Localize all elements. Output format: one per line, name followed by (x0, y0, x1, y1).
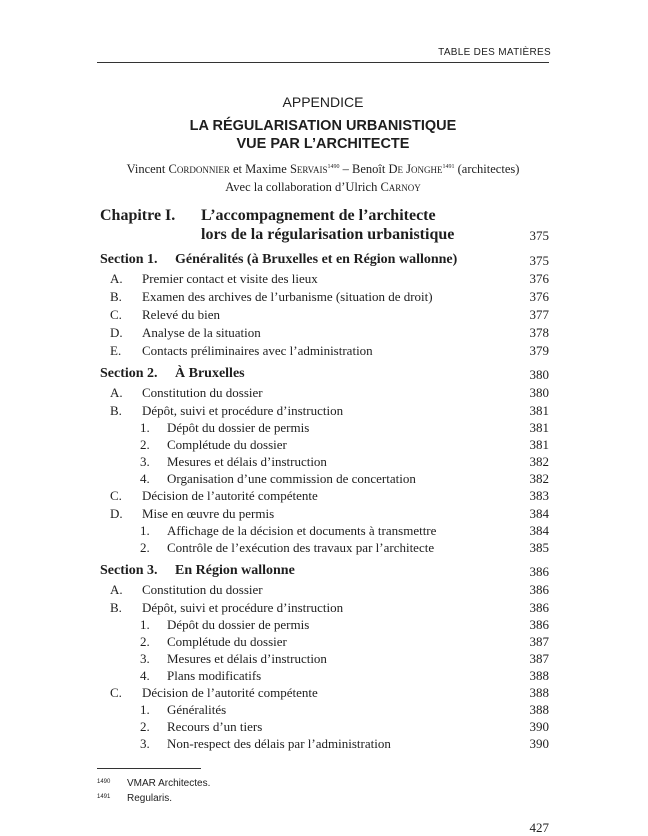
toc-page-number: 388 (529, 702, 549, 717)
footnote-number: 1490 (97, 779, 111, 785)
author-2-last: Servais (289, 162, 328, 176)
chapter-label: Chapitre I. (100, 207, 176, 224)
appendix-label: APPENDICE (282, 94, 364, 110)
toc-page-number: 376 (529, 271, 549, 286)
toc-page-number: 380 (529, 367, 549, 382)
toc-entry-text: Plans modificatifs (167, 668, 262, 683)
toc-entry-text: Dépôt du dossier de permis (167, 420, 310, 435)
toc-entry-text: Premier contact et visite des lieux (142, 271, 318, 286)
collaboration-name: Carnoy (380, 180, 421, 194)
toc-entry[interactable] (110, 325, 261, 341)
author-2-first: Maxime (245, 162, 287, 176)
toc-entry[interactable] (110, 600, 343, 616)
toc-entry-text: Dépôt du dossier de permis (167, 617, 310, 632)
toc-entry[interactable] (140, 702, 226, 718)
authors-and: et (233, 162, 243, 176)
toc-entry-text: Décision de l’autorité compétente (142, 685, 318, 700)
toc-entry-label: C. (110, 307, 122, 322)
toc-page-number: 383 (529, 488, 549, 503)
header-rule (97, 62, 549, 63)
toc-page-number: 388 (529, 668, 549, 683)
toc-entry[interactable] (140, 736, 391, 752)
toc-entry[interactable] (110, 582, 263, 598)
toc-entry[interactable] (140, 617, 309, 633)
toc-entry-text: Décision de l’autorité compétente (142, 488, 318, 503)
footnote-1490 (97, 778, 210, 789)
toc-entry-text: Contacts préliminaires avec l’administration (142, 343, 373, 358)
toc-entry-text: Complétude du dossier (167, 634, 287, 649)
toc-entry-label: A. (110, 271, 123, 286)
author-3-first: Benoît (352, 162, 386, 176)
toc-entry[interactable] (110, 289, 433, 305)
toc-entry-text: Mise en œuvre du permis (142, 506, 275, 521)
page-number: 427 (529, 820, 549, 835)
toc-entry-label: A. (110, 582, 123, 597)
chapter-title-line2: lors de la régularisation urbanistique (201, 226, 455, 243)
footnote-text: Regularis. (127, 793, 173, 804)
toc-page-number: 380 (529, 385, 549, 400)
toc-page-number: 386 (529, 582, 549, 597)
toc-entry-text: Dépôt, suivi et procédure d’instruction (142, 600, 344, 615)
chapter-page-number: 375 (529, 228, 549, 243)
toc-entry-label: C. (110, 488, 122, 503)
toc-entry-text: Complétude du dossier (167, 437, 287, 452)
toc-page-number: 385 (529, 540, 549, 555)
authors-role: (architectes) (457, 162, 520, 176)
collaboration-prefix: Avec la collaboration d’Ulrich (225, 180, 378, 194)
toc-entry-label: 1. (140, 420, 150, 435)
author-1-last: Cordonnier (168, 162, 230, 176)
toc-entry[interactable] (140, 471, 416, 487)
toc-page-number: 390 (529, 736, 549, 751)
toc-entry-label: D. (110, 506, 123, 521)
toc-entry[interactable] (110, 307, 220, 323)
author-3-last: De Jonghe (388, 162, 443, 176)
toc-section[interactable] (100, 366, 245, 382)
footnote-number: 1491 (97, 794, 111, 800)
toc-entry-label: 3. (140, 454, 150, 469)
toc-page-number: 386 (529, 564, 549, 579)
toc-page-number: 386 (529, 617, 549, 632)
toc-page-number: 387 (529, 634, 549, 649)
toc-entry-label: E. (110, 343, 122, 358)
toc-entry-text: Mesures et délais d’instruction (167, 651, 327, 666)
toc-entry-text: Généralités (à Bruxelles et en Région wallonne) (175, 252, 458, 267)
toc-entry-label: Section 3. (100, 563, 158, 578)
toc-entry-text: Contrôle de l’exécution des travaux par l’architecte (167, 540, 435, 555)
toc-entry[interactable] (110, 506, 274, 522)
running-head: TABLE DES MATIÈRES (438, 47, 551, 58)
toc-entry-text: Mesures et délais d’instruction (167, 454, 327, 469)
toc-section[interactable] (100, 563, 295, 579)
toc-page-number: 388 (529, 685, 549, 700)
toc-entry[interactable] (140, 540, 434, 556)
toc-entry[interactable] (110, 385, 263, 401)
toc-page-number: 390 (529, 719, 549, 734)
toc-entry-text: Relevé du bien (142, 307, 220, 322)
toc-page-number: 382 (529, 471, 549, 486)
toc-entry-text: Analyse de la situation (142, 325, 261, 340)
toc-page-number: 381 (529, 403, 549, 418)
toc-section[interactable] (100, 252, 457, 268)
toc-entry-text: Examen des archives de l’urbanisme (situation de droit) (142, 289, 433, 304)
appendix-title-line2: VUE PAR L’ARCHITECTE (236, 136, 410, 152)
toc-page-number: 382 (529, 454, 549, 469)
toc-entry[interactable] (110, 488, 318, 504)
toc-entry[interactable] (140, 420, 309, 436)
toc-entry[interactable] (140, 634, 287, 650)
toc-entry-label: 2. (140, 634, 150, 649)
toc-entry-text: En Région wallonne (175, 563, 295, 578)
toc-entry-text: Constitution du dossier (142, 582, 263, 597)
appendix-title-line1: LA RÉGULARISATION URBANISTIQUE (189, 118, 457, 134)
toc-entry[interactable] (110, 685, 318, 701)
toc-entry-text: Non-respect des délais par l’administration (167, 736, 391, 751)
toc-entry-text: Constitution du dossier (142, 385, 263, 400)
toc-entry-label: B. (110, 289, 122, 304)
toc-page-number: 381 (529, 437, 549, 452)
toc-entry-text: Dépôt, suivi et procédure d’instruction (142, 403, 344, 418)
toc-entry[interactable] (140, 523, 436, 539)
toc-entry-label: 2. (140, 437, 150, 452)
footnote-rule (97, 768, 201, 769)
toc-entry-label: D. (110, 325, 123, 340)
toc-page-number: 378 (529, 325, 549, 340)
authors-dash: – (342, 162, 349, 176)
footnote-text: VMAR Architectes. (127, 778, 211, 789)
toc-entry-label: 1. (140, 702, 150, 717)
toc-entry-label: Section 1. (100, 252, 158, 267)
toc-entry-label: A. (110, 385, 123, 400)
toc-entry[interactable] (140, 651, 327, 667)
footnote-ref-1491[interactable]: 1491 (442, 164, 455, 170)
toc-entry-label: 4. (140, 471, 150, 486)
toc-page-number: 375 (529, 253, 549, 268)
toc-entry[interactable] (110, 343, 373, 359)
toc-entry-label: 2. (140, 719, 150, 734)
toc-page-number: 387 (529, 651, 549, 666)
toc-entry-text: Affichage de la décision et documents à transmettre (167, 523, 437, 538)
toc-entry-label: 1. (140, 523, 150, 538)
toc-entry-label: 3. (140, 651, 150, 666)
collaboration-line (97, 180, 549, 195)
toc-page-number: 381 (529, 420, 549, 435)
toc-entry-label: 1. (140, 617, 150, 632)
chapter-title-line1: L’accompagnement de l’architecte (201, 207, 436, 224)
toc-entry-label: 4. (140, 668, 150, 683)
toc-page-number: 376 (529, 289, 549, 304)
toc-entry-label: B. (110, 403, 122, 418)
toc-entry-label: C. (110, 685, 122, 700)
toc-page-number: 386 (529, 600, 549, 615)
toc-entry-label: 3. (140, 736, 150, 751)
toc-page-number: 384 (529, 506, 549, 521)
toc-entry[interactable] (140, 454, 327, 470)
chapter-title[interactable] (100, 207, 436, 225)
toc-entry-text: Recours d’un tiers (167, 719, 263, 734)
toc-page-number: 379 (529, 343, 549, 358)
toc-entry-text: Organisation d’une commission de concertation (167, 471, 416, 486)
author-1-first: Vincent (126, 162, 166, 176)
authors-line (97, 162, 549, 177)
toc-entry-text: Généralités (167, 702, 227, 717)
toc-entry[interactable] (140, 437, 287, 453)
toc-entry[interactable] (140, 668, 261, 684)
toc-entry-label: Section 2. (100, 366, 158, 381)
toc-entry-label: B. (110, 600, 122, 615)
toc-entry[interactable] (110, 403, 343, 419)
toc-entry[interactable] (110, 271, 318, 287)
toc-entry[interactable] (140, 719, 262, 735)
footnote-1491 (97, 793, 172, 804)
toc-page-number: 384 (529, 523, 549, 538)
toc-page-number: 377 (529, 307, 549, 322)
toc-entry-text: À Bruxelles (175, 366, 245, 381)
footnote-ref-1490[interactable]: 1490 (327, 164, 340, 170)
toc-entry-label: 2. (140, 540, 150, 555)
